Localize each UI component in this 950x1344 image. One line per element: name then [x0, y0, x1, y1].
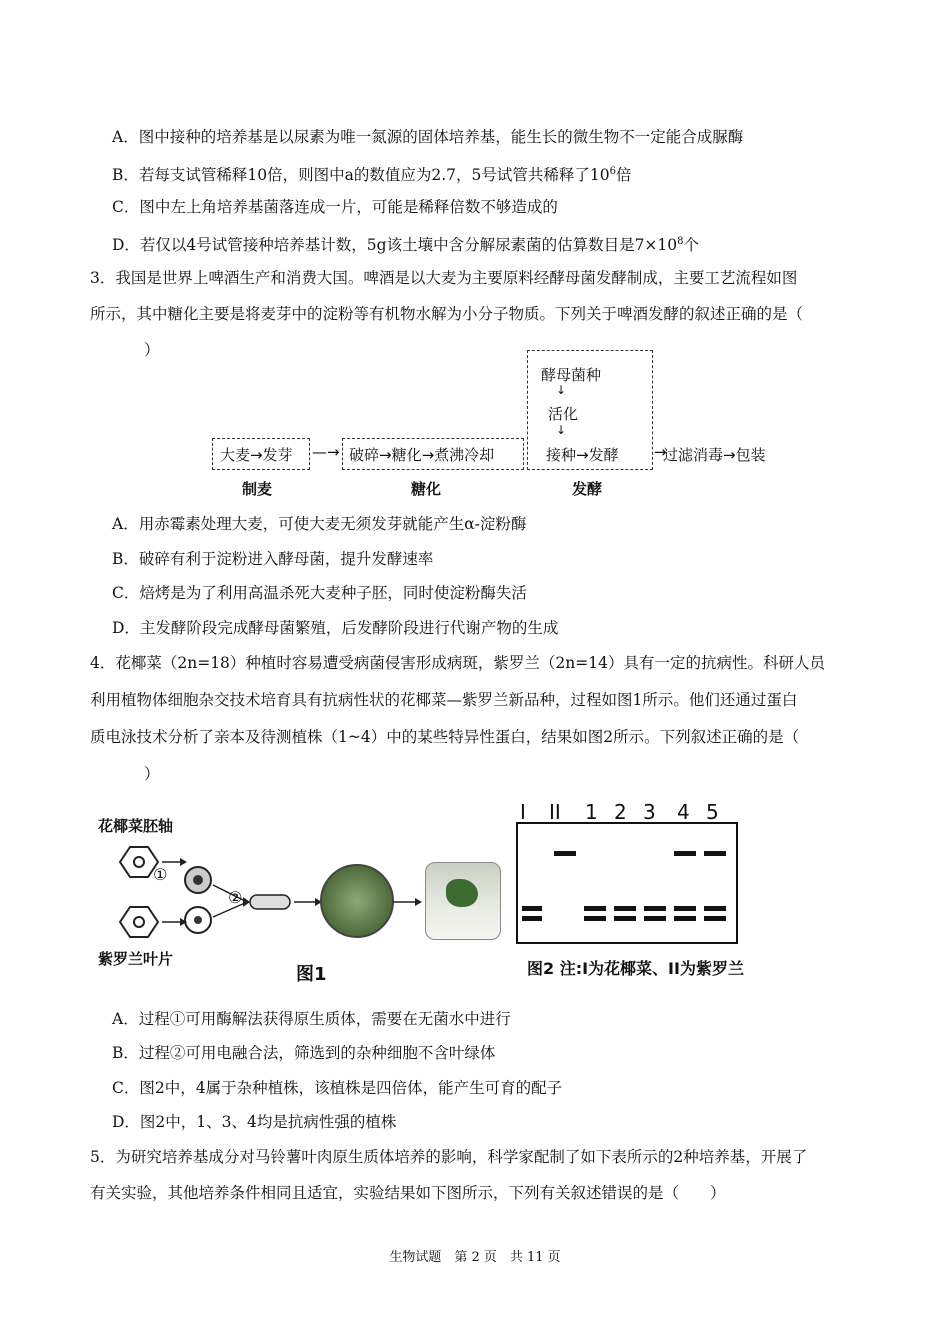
step-2-marker: ② [228, 888, 243, 907]
fused-cell-icon [250, 895, 290, 909]
lane-label: II [549, 800, 561, 824]
q4-option-d: D．图2中，1、3、4均是抗病性强的植株 [112, 1113, 397, 1131]
protein-band [674, 916, 696, 921]
down-arrow-icon: ↓ [556, 383, 567, 397]
protein-band [704, 916, 726, 921]
protein-band [614, 906, 636, 911]
protoplast-fusion-illustration [110, 835, 330, 955]
lane-label: I [520, 800, 526, 824]
q4-option-a: A．过程①可用酶解法获得原生质体，需要在无菌水中进行 [112, 1010, 511, 1028]
petri-dish-callus-image [320, 864, 394, 938]
step-1-marker: ① [153, 865, 168, 884]
figure-1-caption: 图1 [296, 964, 327, 985]
lane-label: 5 [706, 800, 719, 824]
lane-label: 2 [614, 800, 627, 824]
ferment-steps: 接种→发酵 [546, 446, 619, 464]
figure-2-caption: 图2 注:I为花椰菜、II为紫罗兰 [527, 959, 744, 978]
label-ferment: 发酵 [572, 480, 603, 498]
q5-stem-line1: 5．为研究培养基成分对马铃薯叶肉原生质体培养的影响，科学家配制了如下表所示的2种培养基，开展了 [90, 1148, 808, 1166]
q4-option-c: C．图2中，4属于杂种植株，该植株是四倍体，能产生可育的配子 [112, 1079, 563, 1097]
protein-band [644, 916, 666, 921]
lane-label: 4 [677, 800, 690, 824]
regenerated-plant-image [425, 862, 501, 940]
post-process-steps: 过滤消毒→包装 [663, 446, 766, 464]
label-saccharify: 糖化 [411, 480, 442, 498]
q4-stem-line1: 4．花椰菜（2n=18）种植时容易遭受病菌侵害形成病斑，紫罗兰（2n=14）具有一定的抗病性。科研人员 [90, 654, 825, 672]
yeast-strain: 酵母菌种 [541, 366, 602, 384]
protein-band [584, 906, 606, 911]
label-malting: 制麦 [242, 480, 273, 498]
protein-band [644, 906, 666, 911]
protein-band [704, 851, 726, 856]
cauliflower-hypocotyl-label: 花椰菜胚轴 [98, 817, 174, 835]
page-footer: 生物试题 第 2 页 共 11 页 [389, 1250, 561, 1265]
q3-option-d: D．主发酵阶段完成酵母菌繁殖，后发酵阶段进行代谢产物的生成 [112, 619, 559, 637]
lane-label: 3 [643, 800, 656, 824]
protein-band [674, 851, 696, 856]
q3-stem-line1: 3．我国是世界上啤酒生产和消费大国。啤酒是以大麦为主要原料经酵母菌发酵制成，主要工艺流程如图 [90, 269, 798, 287]
q2-option-b: B．若每支试管稀释10倍，则图中a的数值应为2.7，5号试管共稀释了$10^6$倍 [112, 166, 632, 185]
arrow-icon: → [654, 443, 667, 461]
q3-option-c: C．焙烤是为了利用高温杀死大麦种子胚，同时使淀粉酶失活 [112, 584, 527, 602]
q4-stem-line4: ） [144, 765, 160, 783]
lane-label: 1 [585, 800, 598, 824]
q3-stem-line3: ） [144, 341, 160, 359]
protein-band [522, 906, 542, 911]
q2-option-a: A．图中接种的培养基是以尿素为唯一氮源的固体培养基，能生长的微生物不一定能合成脲酶 [112, 128, 744, 146]
arrow-icon: —→ [312, 443, 340, 461]
protein-band [704, 906, 726, 911]
q2-option-c: C．图中左上角培养基菌落连成一片，可能是稀释倍数不够造成的 [112, 198, 558, 216]
protein-band [522, 916, 542, 921]
down-arrow-icon: ↓ [556, 423, 567, 437]
electrophoresis-gel [516, 822, 738, 944]
q4-stem-line2: 利用植物体细胞杂交技术培育具有抗病性状的花椰菜—紫罗兰新品种，过程如图1所示。他们还通过蛋白 [90, 691, 798, 709]
q5-stem-line2: 有关实验，其他培养条件相同且适宜，实验结果如下图所示，下列有关叙述错误的是（ ） [90, 1184, 726, 1202]
q3-option-b: B．破碎有利于淀粉进入酵母菌，提升发酵速率 [112, 550, 434, 568]
saccharify-steps: 破碎→糖化→煮沸冷却 [349, 446, 495, 464]
protein-band [584, 916, 606, 921]
violet-leaf-label: 紫罗兰叶片 [98, 950, 174, 968]
protein-band [674, 906, 696, 911]
q3-option-a: A．用赤霉素处理大麦，可使大麦无须发芽就能产生α-淀粉酶 [112, 515, 527, 533]
q4-option-b: B．过程②可用电融合法，筛选到的杂种细胞不含叶绿体 [112, 1044, 496, 1062]
q3-stem-line2: 所示，其中糖化主要是将麦芽中的淀粉等有机物水解为小分子物质。下列关于啤酒发酵的叙述正确的是（ [90, 305, 804, 323]
malting-steps: 大麦→发芽 [220, 446, 293, 464]
hexagon-cell-icon [120, 907, 158, 937]
q2-option-d: D．若仅以4号试管接种培养基计数，5g该土壤中含分解尿素菌的估算数目是$7\times 10^8$个 [112, 236, 700, 255]
leaf-icon [446, 879, 478, 907]
protein-band [554, 851, 576, 856]
arrow-icon [393, 897, 423, 907]
q4-stem-line3: 质电泳技术分析了亲本及待测植株（1~4）中的某些特异性蛋白，结果如图2所示。下列叙述正确的是（ [90, 728, 800, 746]
activation: 活化 [548, 405, 579, 423]
protein-band [614, 916, 636, 921]
